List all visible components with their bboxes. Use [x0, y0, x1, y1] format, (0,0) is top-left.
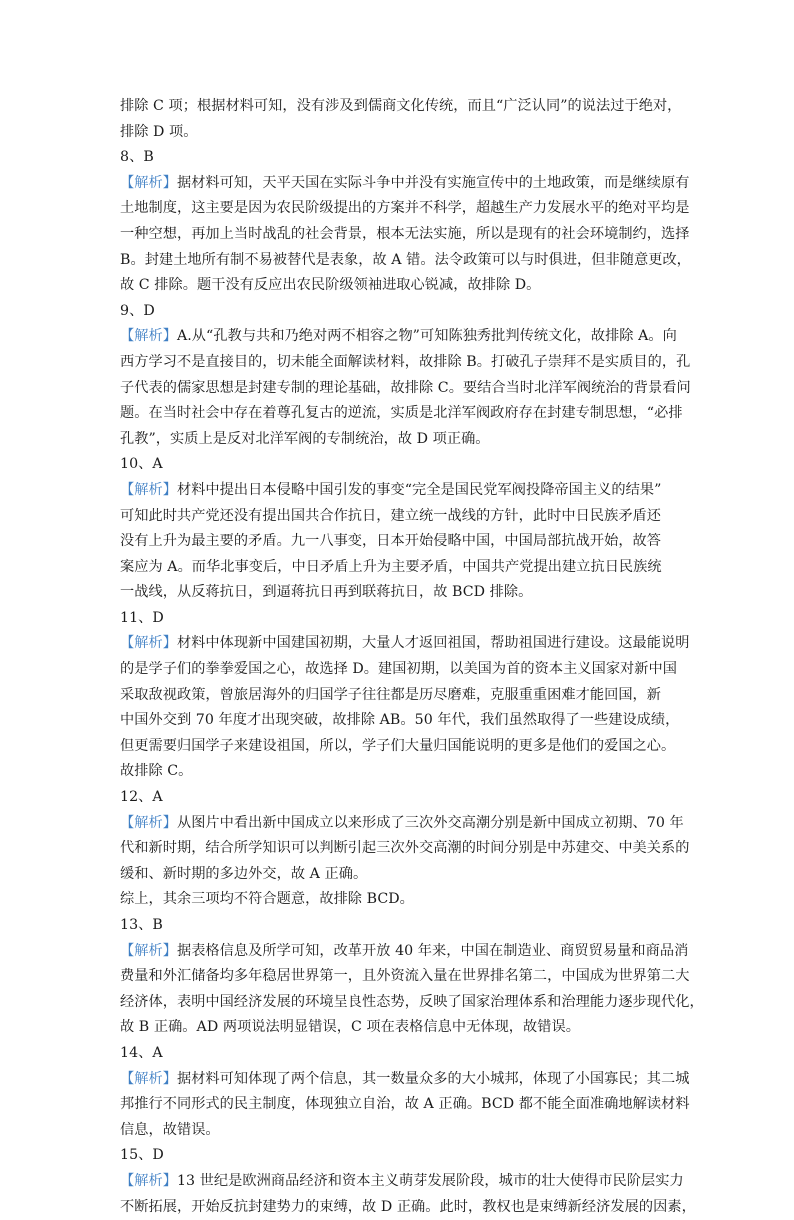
- answer-heading: 11、D: [120, 609, 164, 626]
- analysis-text: 据材料可知体现了两个信息，其一数量众多的大小城邦，体现了小国寡民；其二城: [176, 1070, 690, 1087]
- analysis-tag: 【解析】: [120, 942, 177, 959]
- analysis-text: 从图片中看出新中国成立以来形成了三次外交高潮分别是新中国成立初期、70 年: [176, 814, 684, 831]
- analysis-text: 材料中提出日本侵略中国引发的事变“完全是国民党军阀投降帝国主义的结果”: [176, 481, 662, 498]
- answer-heading: 13、B: [120, 917, 163, 933]
- analysis-text: 13 世纪是欧洲商品经济和资本主义萌芽发展阶段，城市的壮大使得市民阶层实力: [176, 1172, 684, 1189]
- analysis-line: [120, 324, 676, 350]
- analysis-text: 据表格信息及所学可知，改革开放 40 年来，中国在制造业、商贸贸易量和商品消: [176, 942, 689, 959]
- analysis-line: 经济体，表明中国经济发展的环境呈良性态势，反映了国家治理体系和治理能力逐步现代化，: [120, 993, 704, 1010]
- answer-heading: 8、B: [120, 149, 154, 166]
- analysis-tag: 【解析】: [120, 328, 177, 345]
- analysis-line: 案应为 A。而华北事变后，中日矛盾上升为主要矛盾，中国共产党提出建立抗日民族统: [120, 558, 662, 575]
- analysis-line: 缓和、新时期的多边外交，故 A 正确。: [120, 865, 368, 882]
- analysis-line: [120, 631, 690, 657]
- intro-line: 排除 D 项。: [120, 123, 198, 140]
- analysis-line: 题。在当时社会中存在着尊孔复古的逆流，实质是北洋军阀政府存在封建专制思想，“必排: [120, 405, 683, 422]
- analysis-line: 不断拓展，开始反抗封建势力的束缚，故 D 正确。此时，教权也是束缚新经济发展的因素，: [120, 1198, 696, 1215]
- answer-heading: 9、D: [120, 302, 155, 319]
- analysis-line: 子代表的儒家思想是封建专制的理论基础，故排除 C。要结合当时北洋军阀统治的背景看问: [120, 379, 691, 396]
- analysis-line: 费量和外汇储备均多年稳居世界第一，且外资流入量在世界排名第二，中国成为世界第二大: [120, 968, 690, 985]
- analysis-line: 可知此时共产党还没有提出国共合作抗日，建立统一战线的方针，此时中日民族矛盾还: [120, 507, 662, 524]
- analysis-line: 没有上升为最主要的矛盾。九一八事变，日本开始侵略中国，中国局部抗战开始，故答: [120, 533, 662, 550]
- document-page: [120, 94, 704, 1220]
- analysis-text: 材料中体现新中国建国初期，大量人才返回祖国，帮助祖国进行建设。这最能说明: [176, 635, 690, 652]
- analysis-line: 故 C 排除。题干没有反应出农民阶级领袖进取心锐减，故排除 D。: [120, 277, 541, 294]
- analysis-line: 综上，其余三项均不符合题意，故排除 BCD。: [120, 891, 414, 908]
- analysis-tag: 【解析】: [120, 481, 177, 498]
- analysis-line: 一战线，从反蒋抗日，到逼蒋抗日再到联蒋抗日，故 BCD 排除。: [120, 584, 533, 601]
- analysis-tag: 【解析】: [120, 174, 177, 191]
- analysis-line: [120, 478, 676, 504]
- analysis-line: 土地制度，这主要是因为农民阶级提出的方案并不科学，超越生产力发展水平的绝对平均是: [120, 200, 690, 217]
- analysis-line: [120, 1067, 690, 1093]
- answer-heading: 14、A: [120, 1044, 163, 1061]
- analysis-line: 一种空想，再加上当时战乱的社会背景，根本无法实施，所以是现有的社会环境制约，选择: [120, 225, 690, 242]
- analysis-line: 中国外交到 70 年度才出现突破，故排除 AB。50 年代，我们虽然取得了一些建设成绩，: [120, 712, 680, 729]
- analysis-tag: 【解析】: [120, 814, 177, 831]
- analysis-line: 采取敌视政策，曾旅居海外的归国学子往往都是历尽磨难，克服重重困难才能回国，新: [120, 686, 662, 703]
- analysis-line: [120, 939, 689, 965]
- analysis-tag: 【解析】: [120, 635, 177, 652]
- analysis-line: 信息，故错误。: [120, 1121, 220, 1138]
- analysis-line: 邦推行不同形式的民主制度，体现独立自治，故 A 正确。BCD 都不能全面准确地解读材料: [120, 1096, 690, 1113]
- analysis-line: [120, 171, 690, 197]
- analysis-line: B。封建土地所有制不易被替代是表象，故 A 错。法令政策可以与时俱进，但非随意更改，: [120, 251, 691, 268]
- analysis-text: 据材料可知，天平天国在实际斗争中并没有实施宣传中的土地政策，而是继续原有: [176, 174, 690, 191]
- intro-line: 排除 C 项；根据材料可知，没有涉及到儒商文化传统，而且“广泛认同”的说法过于绝对，: [120, 98, 682, 114]
- answer-heading: 15、D: [120, 1147, 164, 1164]
- analysis-tag: 【解析】: [120, 1172, 177, 1189]
- analysis-line: 故排除 C。: [120, 763, 193, 780]
- analysis-line: 故 B 正确。AD 两项说法明显错误，C 项在表格信息中无体现，故错误。: [120, 1019, 580, 1036]
- analysis-line: 的是学子们的拳拳爱国之心，故选择 D。建国初期，以美国为首的资本主义国家对新中国: [120, 661, 678, 678]
- analysis-line: 孔教”，实质上是反对北洋军阀的专制统治，故 D 项正确。: [120, 430, 490, 447]
- analysis-line: [120, 811, 684, 837]
- analysis-tag: 【解析】: [120, 1070, 177, 1087]
- analysis-line: 但更需要归国学子来建设祖国，所以，学子们大量归国能说明的更多是他们的爱国之心。: [120, 737, 676, 754]
- answer-heading: 12、A: [120, 789, 163, 806]
- analysis-text: A.从“孔教与共和乃绝对两不相容之物”可知陈独秀批判传统文化，故排除 A。向: [176, 328, 677, 345]
- analysis-line: 西方学习不是直接目的，切未能全面解读材料，故排除 B。打破孔子崇拜不是实质目的，孔: [120, 353, 691, 370]
- answer-heading: 10、A: [120, 456, 163, 473]
- analysis-line: [120, 1169, 684, 1195]
- analysis-line: 代和新时期，结合所学知识可以判断引起三次外交高潮的时间分别是中苏建交、中美关系的: [120, 840, 690, 857]
